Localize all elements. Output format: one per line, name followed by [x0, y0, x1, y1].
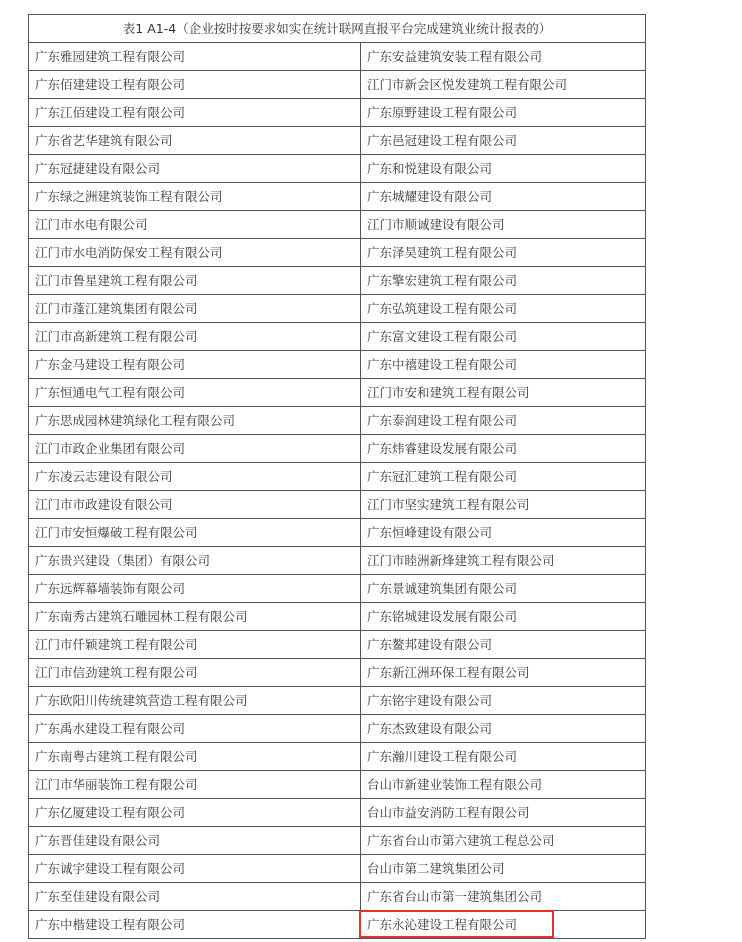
- company-cell-right: 广东泰润建设工程有限公司: [361, 407, 646, 435]
- table-row: [29, 911, 646, 939]
- company-cell-right: 广东中禧建设工程有限公司: [361, 351, 646, 379]
- table-title-row: [29, 15, 646, 43]
- company-cell-right: 广东泽昊建筑工程有限公司: [361, 239, 646, 267]
- table-row: [29, 771, 646, 799]
- table-row: [29, 883, 646, 911]
- company-cell-right: 广东景诚建筑集团有限公司: [361, 575, 646, 603]
- company-cell-left: 广东欧阳川传统建筑营造工程有限公司: [29, 687, 361, 715]
- company-cell-left: 广东中楷建设工程有限公司: [29, 911, 361, 939]
- company-cell-right: 江门市坚实建筑工程有限公司: [361, 491, 646, 519]
- company-cell-right: 广东瀚川建设工程有限公司: [361, 743, 646, 771]
- company-table-body: [29, 15, 646, 939]
- table-row: [29, 603, 646, 631]
- company-cell-right: 广东铭城建设发展有限公司: [361, 603, 646, 631]
- company-cell-right: 广东富文建设工程有限公司: [361, 323, 646, 351]
- company-cell-left: 江门市蓬江建筑集团有限公司: [29, 295, 361, 323]
- company-cell-right: 广东原野建设工程有限公司: [361, 99, 646, 127]
- company-cell-right: 台山市益安消防工程有限公司: [361, 799, 646, 827]
- company-cell-left: 江门市仟颖建筑工程有限公司: [29, 631, 361, 659]
- table-row: [29, 519, 646, 547]
- company-cell-right: 广东杰致建设有限公司: [361, 715, 646, 743]
- table-row: [29, 183, 646, 211]
- company-cell-left: 广东雅园建筑工程有限公司: [29, 43, 361, 71]
- table-row: [29, 435, 646, 463]
- table-row: [29, 43, 646, 71]
- table-row: [29, 295, 646, 323]
- table-row: [29, 351, 646, 379]
- company-cell-right: 广东邑冠建设工程有限公司: [361, 127, 646, 155]
- table-row: [29, 407, 646, 435]
- company-cell-right: 广东安益建筑安装工程有限公司: [361, 43, 646, 71]
- table-row: [29, 239, 646, 267]
- company-cell-left: 江门市政企业集团有限公司: [29, 435, 361, 463]
- table-title: 表1 A1-4（企业按时按要求如实在统计联网直报平台完成建筑业统计报表的）: [29, 15, 646, 43]
- company-cell-right: 广东炜睿建设发展有限公司: [361, 435, 646, 463]
- company-cell-right: 江门市新会区悦发建筑工程有限公司: [361, 71, 646, 99]
- company-cell-left: 江门市鲁星建筑工程有限公司: [29, 267, 361, 295]
- table-row: [29, 323, 646, 351]
- company-cell-right: 广东鳌邦建设有限公司: [361, 631, 646, 659]
- table-row: [29, 71, 646, 99]
- company-cell-left: 江门市信劲建筑工程有限公司: [29, 659, 361, 687]
- company-cell-left: 广东南秀古建筑石雕园林工程有限公司: [29, 603, 361, 631]
- company-cell-left: 江门市华丽装饰工程有限公司: [29, 771, 361, 799]
- company-cell-right: 广东省台山市第一建筑集团公司: [361, 883, 646, 911]
- company-cell-right: 广东城耀建设有限公司: [361, 183, 646, 211]
- table-row: [29, 155, 646, 183]
- company-cell-right: 广东和悦建设有限公司: [361, 155, 646, 183]
- company-cell-left: 广东禹水建设工程有限公司: [29, 715, 361, 743]
- company-cell-left: 广东省艺华建筑有限公司: [29, 127, 361, 155]
- company-cell-left: 江门市高新建筑工程有限公司: [29, 323, 361, 351]
- table-row: [29, 575, 646, 603]
- company-cell-left: 广东诚宇建设工程有限公司: [29, 855, 361, 883]
- company-cell-right: 江门市睦洲新烽建筑工程有限公司: [361, 547, 646, 575]
- company-cell-right: 广东省台山市第六建筑工程总公司: [361, 827, 646, 855]
- table-row: [29, 99, 646, 127]
- company-cell-left: 江门市安恒爆破工程有限公司: [29, 519, 361, 547]
- company-cell-left: 广东晋佳建设有限公司: [29, 827, 361, 855]
- company-cell-right: 广东永沁建设工程有限公司: [361, 911, 646, 939]
- table-row: [29, 743, 646, 771]
- company-cell-left: 广东江佰建设工程有限公司: [29, 99, 361, 127]
- company-cell-left: 广东佰建建设工程有限公司: [29, 71, 361, 99]
- table-row: [29, 211, 646, 239]
- company-cell-right: 广东冠汇建筑工程有限公司: [361, 463, 646, 491]
- table-row: [29, 379, 646, 407]
- table-row: [29, 855, 646, 883]
- table-row: [29, 463, 646, 491]
- company-cell-right: 台山市第二建筑集团公司: [361, 855, 646, 883]
- company-table: [28, 14, 646, 939]
- table-row: [29, 659, 646, 687]
- table-row: [29, 631, 646, 659]
- table-row: [29, 827, 646, 855]
- company-cell-right: 广东铭宇建设有限公司: [361, 687, 646, 715]
- table-row: [29, 127, 646, 155]
- company-cell-left: 广东思成园林建筑绿化工程有限公司: [29, 407, 361, 435]
- table-row: [29, 547, 646, 575]
- company-cell-right: 台山市新建业装饰工程有限公司: [361, 771, 646, 799]
- company-cell-right: 广东新江洲环保工程有限公司: [361, 659, 646, 687]
- company-cell-left: 江门市市政建设有限公司: [29, 491, 361, 519]
- company-cell-right: 江门市顺诚建设有限公司: [361, 211, 646, 239]
- company-cell-right: 广东擎宏建筑工程有限公司: [361, 267, 646, 295]
- company-cell-right: 广东弘筑建设工程有限公司: [361, 295, 646, 323]
- table-row: [29, 491, 646, 519]
- company-cell-left: 广东亿厦建设工程有限公司: [29, 799, 361, 827]
- company-cell-right: 江门市安和建筑工程有限公司: [361, 379, 646, 407]
- table-row: [29, 267, 646, 295]
- table-row: [29, 799, 646, 827]
- company-cell-left: 广东冠捷建设有限公司: [29, 155, 361, 183]
- table-row: [29, 687, 646, 715]
- company-cell-left: 广东远辉幕墙装饰有限公司: [29, 575, 361, 603]
- company-cell-left: 广东贵兴建设（集团）有限公司: [29, 547, 361, 575]
- company-cell-left: 广东金马建设工程有限公司: [29, 351, 361, 379]
- company-cell-left: 广东凌云志建设有限公司: [29, 463, 361, 491]
- table-row: [29, 715, 646, 743]
- company-cell-right: 广东恒峰建设有限公司: [361, 519, 646, 547]
- company-cell-left: 江门市水电有限公司: [29, 211, 361, 239]
- company-cell-left: 江门市水电消防保安工程有限公司: [29, 239, 361, 267]
- company-cell-left: 广东南粤古建筑工程有限公司: [29, 743, 361, 771]
- company-cell-left: 广东绿之洲建筑装饰工程有限公司: [29, 183, 361, 211]
- company-cell-left: 广东至佳建设有限公司: [29, 883, 361, 911]
- company-cell-left: 广东恒通电气工程有限公司: [29, 379, 361, 407]
